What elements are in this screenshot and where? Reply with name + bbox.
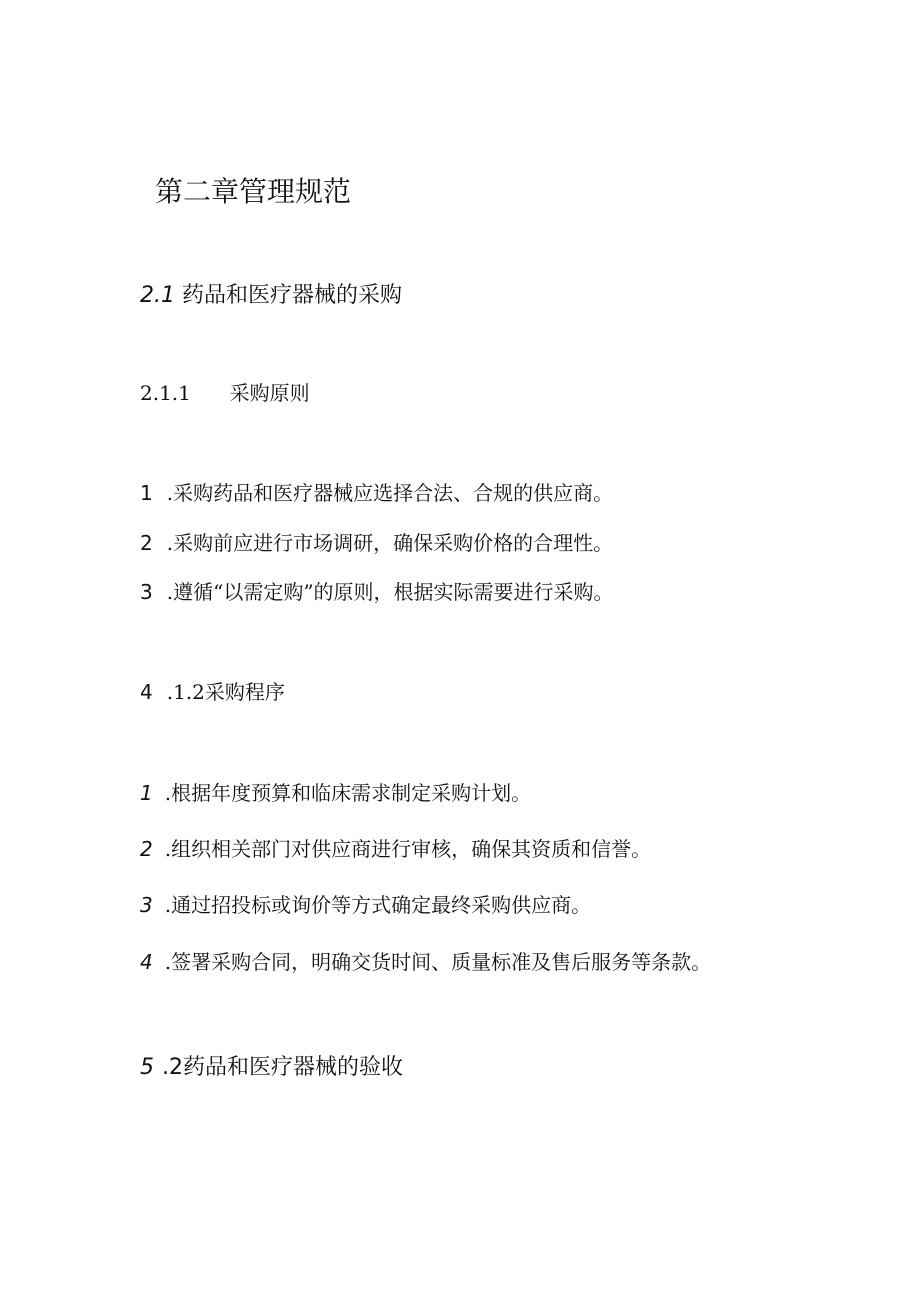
subsection-number: 4 <box>140 680 153 704</box>
section-heading-2-1 <box>140 278 402 309</box>
procedure-item <box>140 889 591 918</box>
item-number: 3 <box>140 580 153 604</box>
item-number: 4 <box>140 950 153 974</box>
subsection-number: 2.1.1 <box>140 381 191 405</box>
item-text: .采购药品和医疗器械应选择合法、合规的供应商。 <box>166 481 614 505</box>
section-number: 5 <box>140 1055 154 1080</box>
subsection-title: 采购原则 <box>229 381 310 405</box>
item-text: .组织相关部门对供应商进行审核，确保其资质和信誉。 <box>164 837 652 861</box>
section-title: .2药品和医疗器械的验收 <box>162 1055 403 1080</box>
item-text: .签署采购合同，明确交货时间、质量标准及售后服务等条款。 <box>164 950 712 974</box>
procedure-item <box>140 777 531 806</box>
section-number: 2.1 <box>140 283 175 308</box>
item-text: .遵循“以需定购”的原则，根据实际需要进行采购。 <box>166 580 614 604</box>
item-number: 1 <box>140 781 153 805</box>
item-text: .采购前应进行市场调研，确保采购价格的合理性。 <box>166 531 614 555</box>
item-text: .通过招投标或询价等方式确定最终采购供应商。 <box>164 893 592 917</box>
subsection-heading-2-1-2 <box>140 676 285 705</box>
section-title: 药品和医疗器械的采购 <box>182 283 403 308</box>
procedure-item <box>140 833 651 862</box>
principle-item <box>140 576 614 605</box>
subsection-heading-2-1-1 <box>140 377 310 406</box>
section-heading-2-2 <box>140 1050 403 1081</box>
item-number: 1 <box>140 481 153 505</box>
item-number: 2 <box>140 837 153 861</box>
item-number: 3 <box>140 893 153 917</box>
principle-item <box>140 477 613 506</box>
item-text: .根据年度预算和临床需求制定采购计划。 <box>164 781 532 805</box>
chapter-title: 第二章管理规范 <box>155 175 352 208</box>
procedure-item <box>140 946 711 975</box>
item-number: 2 <box>140 531 153 555</box>
principle-item <box>140 527 613 556</box>
subsection-title: .1.2采购程序 <box>166 680 285 704</box>
